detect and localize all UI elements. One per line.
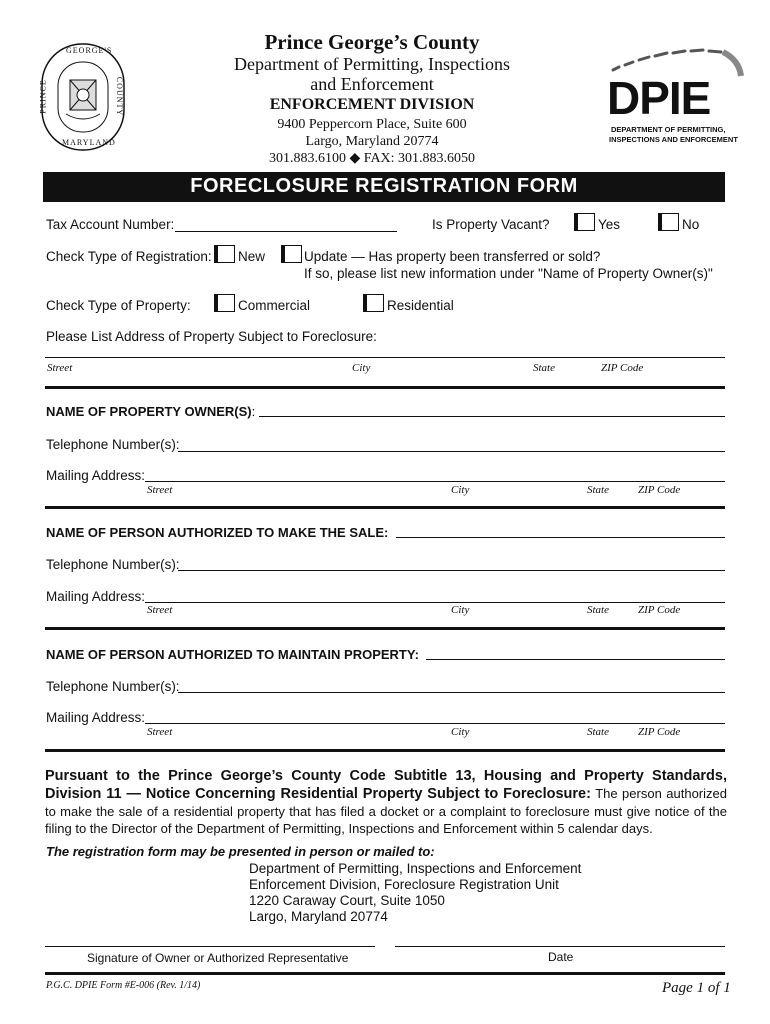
commercial-checkbox[interactable] [217,294,235,312]
form-id: P.G.C. DPIE Form #E-006 (Rev. 1/14) [46,980,201,991]
dpie-logo [605,46,745,146]
form-title: FORECLOSURE REGISTRATION FORM [190,175,578,197]
list-address-label: Please List Address of Property Subject to Foreclosure: [46,329,377,344]
mail-to-line3: 1220 Caraway Court, Suite 1050 [249,893,445,908]
mail-to-heading: The registration form may be presented in person or mailed to: [46,844,435,859]
update-label: Update — Has property been transferred or sold? [304,249,601,264]
sale-mailing-field[interactable] [145,602,725,603]
mail-to-line2: Enforcement Division, Foreclosure Registration Unit [249,877,559,892]
owner-mailing-field[interactable] [145,481,725,482]
registration-type-label: Check Type of Registration: [46,249,212,264]
owner-city-caption: City [451,484,470,496]
sale-telephone-field[interactable] [178,570,725,571]
divider [45,386,725,389]
date-label: Date [548,950,574,964]
divider [45,506,725,509]
owner-telephone-field[interactable] [178,451,725,452]
county-name: Prince George’s County [264,30,480,54]
dpie-logo-text: DPIE [607,72,711,124]
page-number: Page 1 of 1 [662,980,731,996]
department-line2: and Enforcement [310,74,434,94]
property-zip-caption: ZIP Code [601,362,644,374]
update-note: If so, please list new information under "Name of Property Owner(s)" [304,266,713,281]
property-state-caption: State [533,362,555,374]
residential-checkbox[interactable] [366,294,384,312]
sale-zip-caption: ZIP Code [638,604,681,616]
signature-label: Signature of Owner or Authorized Representative [87,951,349,965]
maintain-telephone-field[interactable] [178,692,725,693]
sale-telephone-label: Telephone Number(s): [46,557,180,572]
mail-to-line1: Department of Permitting, Inspections and Enforcement [249,861,582,876]
date-field[interactable] [395,946,725,947]
notice-rest: The person authorized to make the sale of a residential property that has filed a docket or a complaint to foreclosure must give notice of the filing to the Director of the Department of Permitting, Inspections and Enforcement within 5 calendar days. [45,786,727,836]
vacant-yes-checkbox[interactable] [577,213,595,231]
maintain-state-caption: State [587,726,609,738]
sale-city-caption: City [451,604,470,616]
seal-left-text: PRINCE [38,79,48,114]
mail-to-address [249,861,581,925]
header-block [180,30,564,167]
address-line1: 9400 Peppercorn Place, Suite 600 [277,117,467,132]
seal-right-text: COUNTY [115,76,125,117]
vacant-yes-label: Yes [598,217,621,232]
divider [45,749,725,752]
sale-state-caption: State [587,604,609,616]
signature-field[interactable] [45,946,375,947]
mail-to-line4: Largo, Maryland 20774 [249,909,388,924]
owner-name-field[interactable] [259,416,725,417]
maintain-city-caption: City [451,726,470,738]
owner-state-caption: State [587,484,609,496]
county-seal [40,42,126,152]
department-line1: Department of Permitting, Inspections [234,54,510,74]
sale-street-caption: Street [147,604,173,616]
dpie-logo-sub1: DEPARTMENT OF PERMITTING, [611,125,726,134]
divider [45,627,725,630]
maintain-mailing-label: Mailing Address: [46,710,146,725]
owner-street-caption: Street [147,484,173,496]
sale-section-title: NAME OF PERSON AUTHORIZED TO MAKE THE SALE: [46,525,389,540]
notice-paragraph [45,767,727,837]
vacant-question: Is Property Vacant? [432,217,550,232]
owner-zip-caption: ZIP Code [638,484,681,496]
division-name: ENFORCEMENT DIVISION [269,96,475,113]
notice-bold: Pursuant to the Prince George’s County Code Subtitle 13, Housing and Property Standards, Division 11 — Notice Concerning Residential Property Subject to Foreclosure: [45,768,727,802]
new-label: New [238,249,266,264]
maintain-section-title: NAME OF PERSON AUTHORIZED TO MAINTAIN PROPERTY: [46,647,419,662]
owner-section-title: NAME OF PROPERTY OWNER(S): [46,404,256,419]
owner-mailing-label: Mailing Address: [46,468,146,483]
address-line2: Largo, Maryland 20774 [305,134,439,149]
property-type-label: Check Type of Property: [46,298,191,313]
footer-divider [45,972,725,975]
seal-top-text: GEORGE'S [66,46,113,55]
property-address-field[interactable] [45,357,725,358]
update-checkbox[interactable] [284,245,302,263]
residential-label: Residential [387,298,454,313]
phone-fax: 301.883.6100 ◆ FAX: 301.883.6050 [268,151,476,166]
seal-bottom-text: MARYLAND [62,138,116,147]
tax-account-field[interactable] [175,231,397,232]
vacant-no-checkbox[interactable] [661,213,679,231]
property-street-caption: Street [47,362,73,374]
new-checkbox[interactable] [217,245,235,263]
maintain-mailing-field[interactable] [145,723,725,724]
dpie-logo-sub2: INSPECTIONS AND ENFORCEMENT [609,135,738,144]
property-city-caption: City [352,362,371,374]
tax-account-label: Tax Account Number: [46,217,175,232]
maintain-zip-caption: ZIP Code [638,726,681,738]
sale-name-field[interactable] [396,537,725,538]
maintain-telephone-label: Telephone Number(s): [46,679,180,694]
maintain-street-caption: Street [147,726,173,738]
commercial-label: Commercial [238,298,311,313]
maintain-name-field[interactable] [426,659,725,660]
vacant-no-label: No [682,217,700,232]
owner-telephone-label: Telephone Number(s): [46,437,180,452]
sale-mailing-label: Mailing Address: [46,589,146,604]
